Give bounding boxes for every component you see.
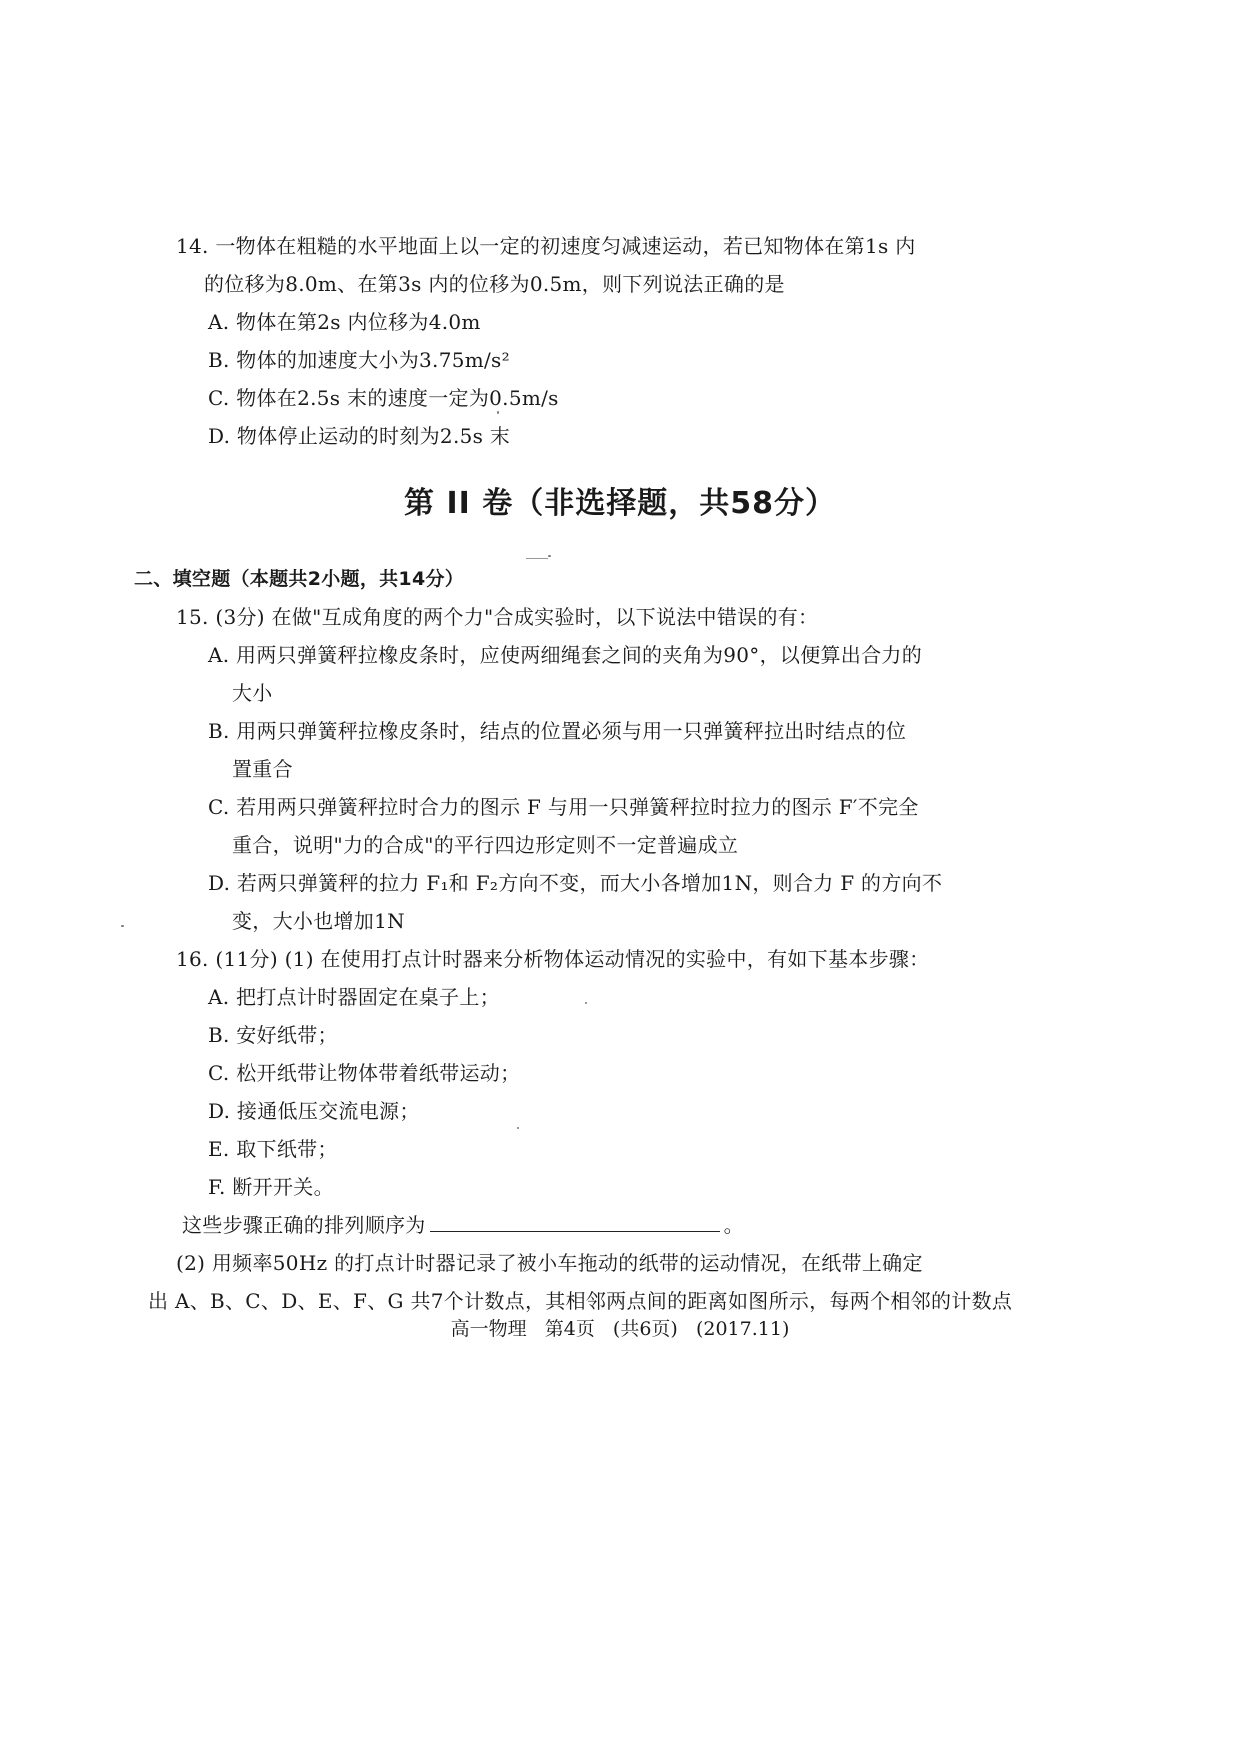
section2-heading: 二、填空题（本题共2小题，共14分） [134,568,465,590]
q14-stem-line2: 的位移为8.0m、在第3s 内的位移为0.5m，则下列说法正确的是 [204,272,785,296]
scan-speck [548,555,551,557]
q15-option-c-line2: 重合，说明"力的合成"的平行四边形定则不一定普遍成立 [232,833,739,857]
scan-rule [526,558,548,559]
q15-option-c-line1: C. 若用两只弹簧秤拉时合力的图示 F 与用一只弹簧秤拉时拉力的图示 F′不完全 [208,795,919,819]
q14-stem-line1: 14. 一物体在粗糙的水平地面上以一定的初速度匀减速运动，若已知物体在第1s 内 [176,234,916,258]
q15-stem: 15. (3分) 在做"互成角度的两个力"合成实验时，以下说法中错误的有： [176,605,819,629]
q14-option-c: C. 物体在2.5s 末的速度一定为0.5m/s [208,386,559,410]
scan-speck [121,925,124,927]
q16-step-d: D. 接通低压交流电源； [208,1099,420,1123]
q16-stem: 16. (11分) (1) 在使用打点计时器来分析物体运动情况的实验中，有如下基本步骤： [176,947,930,971]
q16-step-a: A. 把打点计时器固定在桌子上； [208,985,500,1009]
q16-order-prompt: 这些步骤正确的排列顺序为 [182,1213,426,1237]
q14-option-b: B. 物体的加速度大小为3.75m/s² [208,348,510,372]
q16-order-end: 。 [723,1213,744,1237]
q15-option-b-line1: B. 用两只弹簧秤拉橡皮条时，结点的位置必须与用一只弹簧秤拉出时结点的位 [208,719,907,743]
part2-title: 第 II 卷（非选择题，共58分） [404,486,836,521]
q16-part2-line2: 出 A、B、C、D、E、F、G 共7个计数点，其相邻两点间的距离如图所示，每两个相邻的计数点 [148,1289,1013,1313]
q15-option-a-line2: 大小 [232,681,273,705]
q15-option-d-line1: D. 若两只弹簧秤的拉力 F₁和 F₂方向不变，而大小各增加1N，则合力 F 的方向不 [208,871,943,895]
q16-step-c: C. 松开纸带让物体带着纸带运动； [208,1061,521,1085]
scan-speck [585,1002,587,1004]
q16-step-f: F. 断开开关。 [208,1175,334,1199]
q15-option-d-line2: 变，大小也增加1N [232,909,405,933]
q16-order-row [182,1211,744,1239]
q14-option-d: D. 物体停止运动的时刻为2.5s 末 [208,424,511,448]
page-footer: 高一物理 第4页 (共6页) (2017.11) [450,1318,790,1340]
q16-step-b: B. 安好纸带； [208,1023,338,1047]
scan-speck [497,411,499,414]
q16-part2-line1: (2) 用频率50Hz 的打点计时器记录了被小车拖动的纸带的运动情况，在纸带上确定 [176,1251,923,1275]
q15-option-a-line1: A. 用两只弹簧秤拉橡皮条时，应使两细绳套之间的夹角为90°，以便算出合力的 [208,643,923,667]
q14-option-a: A. 物体在第2s 内位移为4.0m [208,310,481,334]
scan-speck [517,1127,519,1129]
q16-step-e: E. 取下纸带； [208,1137,338,1161]
q15-option-b-line2: 置重合 [232,757,293,781]
q16-order-answer-blank[interactable] [430,1213,720,1232]
